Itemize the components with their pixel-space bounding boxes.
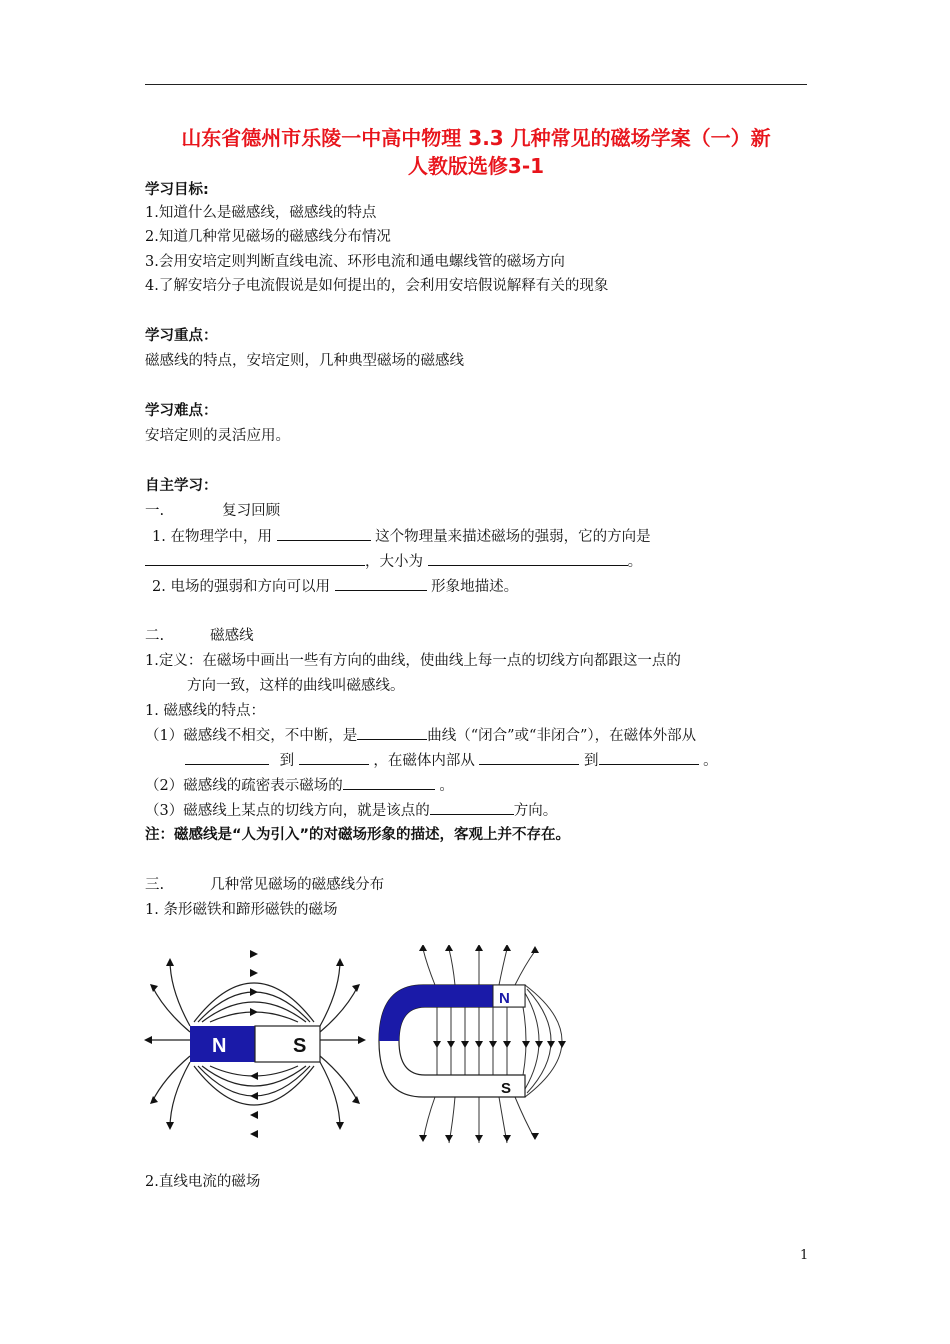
section-title: 几种常见磁场的磁感线分布	[210, 877, 385, 893]
section2-heading	[145, 626, 254, 646]
horseshoe-north-label: N	[499, 990, 510, 1007]
answer-blank[interactable]	[335, 576, 427, 591]
section-number: 三.	[145, 877, 165, 893]
answer-blank[interactable]	[277, 526, 371, 541]
section-title: 磁感线	[210, 628, 254, 644]
answer-blank[interactable]	[299, 750, 369, 765]
keypoints-text: 磁感线的特点，安培定则，几种典型磁场的磁感线	[145, 353, 464, 369]
section3-heading	[145, 875, 384, 895]
answer-blank[interactable]	[343, 775, 435, 790]
objective-item: 1.知道什么是磁感线，磁感线的特点	[145, 205, 377, 221]
doc-title-line2: 人教版选修3-1	[407, 154, 545, 178]
definition-line1: 1.定义：在磁场中画出一些有方向的曲线，使曲线上每一点的切线方向都跟这一点的	[145, 653, 681, 669]
objective-item: 2.知道几种常见磁场的磁感线分布情况	[145, 229, 391, 245]
south-pole	[255, 1026, 320, 1062]
feature-1-line2: 到 ，在磁体内部从 到 。	[185, 750, 718, 771]
objective-item: 3.会用安培定则判断直线电流、环形电流和通电螺线管的磁场方向	[145, 254, 565, 270]
south-label: S	[293, 1035, 307, 1057]
answer-blank[interactable]	[479, 750, 579, 765]
north-label: N	[212, 1035, 227, 1057]
objectives-heading: 学习目标:	[145, 182, 209, 198]
page-number: 1	[800, 1248, 809, 1263]
header-rule	[145, 84, 807, 85]
section3-item2: 2.直线电流的磁场	[145, 1174, 261, 1190]
self-study-heading: 自主学习：	[145, 478, 218, 494]
objective-item: 4.了解安培分子电流假说是如何提出的，会利用安培假说解释有关的现象	[145, 278, 609, 294]
question-1-line1: 1. 在物理学中，用 这个物理量来描述磁场的强弱，它的方向是	[152, 526, 651, 547]
doc-title-line1: 山东省德州市乐陵一中高中物理 3.3 几种常见的磁场学案（一）新	[181, 126, 771, 150]
answer-blank[interactable]	[145, 551, 365, 566]
section-title: 复习回顾	[222, 503, 281, 519]
answer-blank[interactable]	[185, 750, 269, 765]
answer-blank[interactable]	[599, 750, 699, 765]
feature-2: （2）磁感线的疏密表示磁场的 。	[145, 775, 454, 796]
keypoints-heading: 学习重点：	[145, 328, 218, 344]
section3-item1: 1. 条形磁铁和蹄形磁铁的磁场	[145, 902, 338, 918]
question-1-line2: ，大小为 。	[145, 551, 642, 572]
horseshoe-arrows	[419, 945, 566, 1142]
difficulty-text: 安培定则的灵活应用。	[145, 428, 290, 444]
bar-magnet-figure	[140, 940, 370, 1145]
question-2: 2. 电场的强弱和方向可以用 形象地描述。	[152, 576, 518, 597]
answer-blank[interactable]	[357, 725, 427, 740]
definition-line2: 方向一致，这样的曲线叫磁感线。	[187, 678, 405, 694]
section1-heading	[145, 501, 280, 521]
feature-1-line1: （1）磁感线不相交，不中断，是 曲线（“闭合”或“非闭合”），在磁体外部从	[145, 725, 696, 746]
note-text: 注：磁感线是“人为引入”的对磁场形象的描述，客观上并不存在。	[145, 827, 571, 843]
horseshoe-south-label: S	[501, 1080, 512, 1097]
answer-blank[interactable]	[430, 800, 514, 815]
horseshoe-magnet-figure	[375, 945, 605, 1145]
section-number: 二.	[145, 628, 165, 644]
answer-blank[interactable]	[428, 551, 628, 566]
features-heading: 1. 磁感线的特点：	[145, 703, 265, 719]
difficulty-heading: 学习难点：	[145, 403, 218, 419]
section-number: 一.	[145, 503, 165, 519]
feature-3: （3）磁感线上某点的切线方向，就是该点的 方向。	[145, 800, 557, 821]
